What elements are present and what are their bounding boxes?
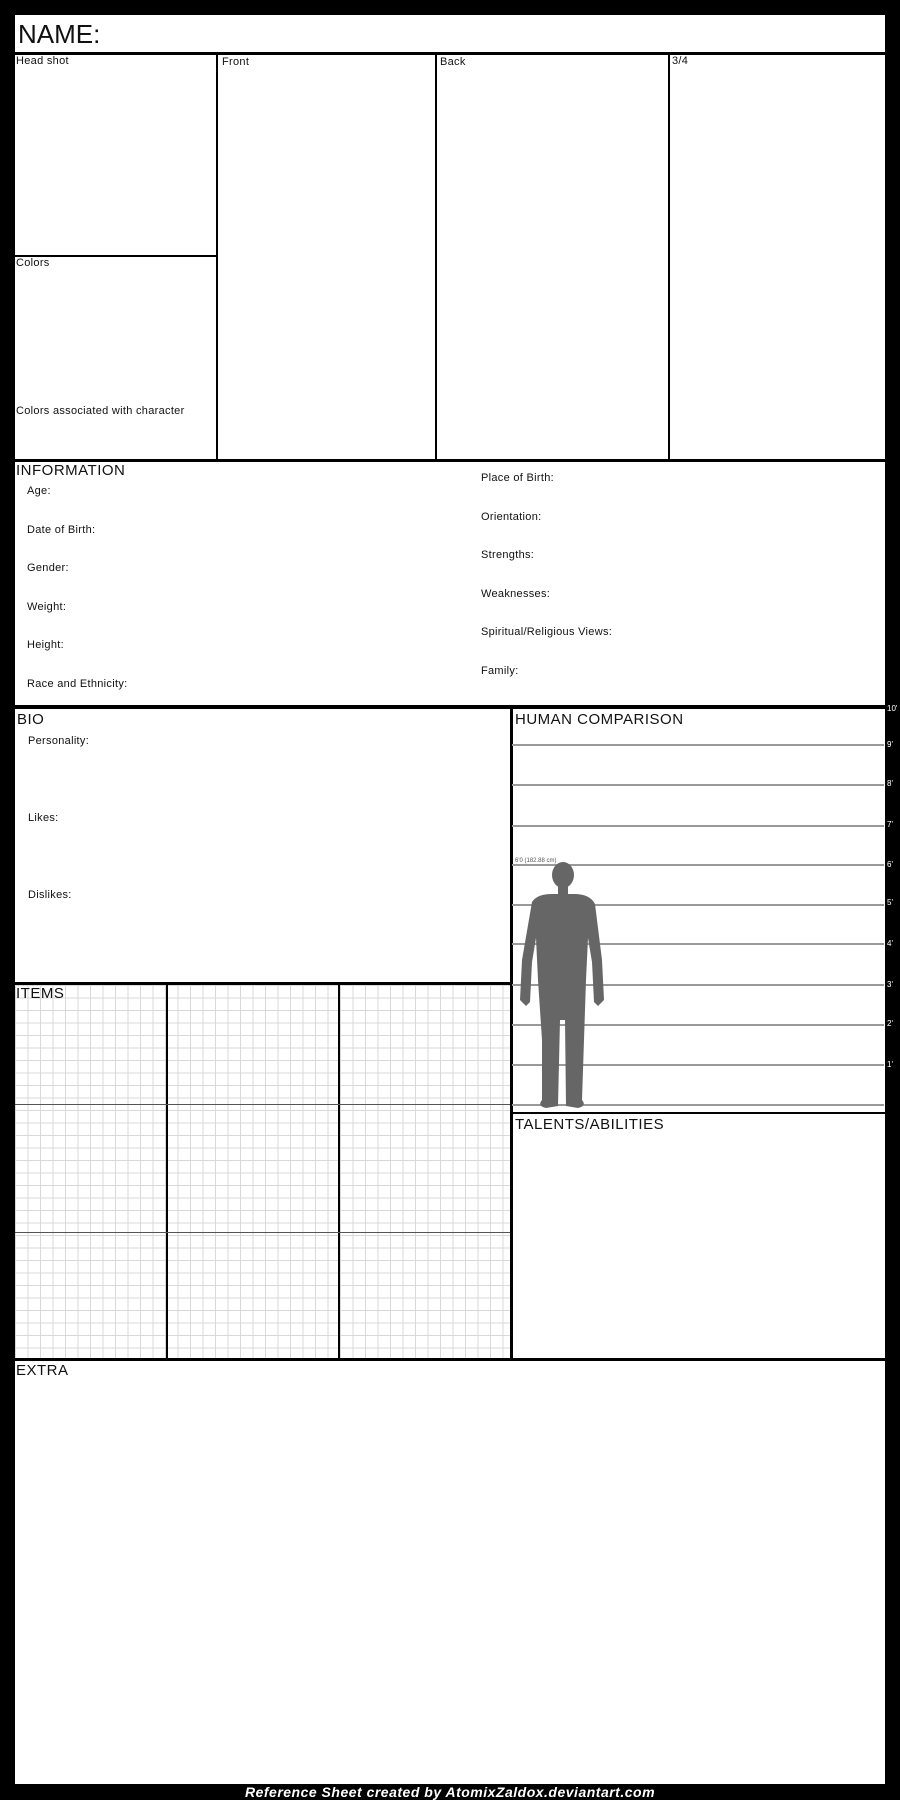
footer-credit: Reference Sheet created by AtomixZaldox.deviantart.com: [244, 1784, 656, 1800]
talents-title: TALENTS/ABILITIES: [515, 1116, 665, 1133]
front-label: Front: [222, 56, 250, 68]
info-field: Age:: [27, 485, 51, 497]
colors-label: Colors: [16, 257, 50, 269]
items-panel: [15, 985, 510, 1358]
info-field: Family:: [481, 665, 519, 677]
human-silhouette-icon: [512, 860, 612, 1110]
bio-field: Likes:: [28, 812, 59, 824]
scale-label: 2': [887, 1019, 893, 1028]
three-quarter-label: 3/4: [672, 55, 689, 67]
divider: [15, 1232, 510, 1233]
scale-label: 9': [887, 740, 893, 749]
bio-field: Dislikes:: [28, 889, 72, 901]
scale-line: [512, 825, 884, 827]
bio-title: BIO: [17, 711, 45, 728]
info-field: Spiritual/Religious Views:: [481, 626, 613, 638]
name-label: NAME:: [18, 19, 101, 49]
scale-label: 5': [887, 898, 893, 907]
items-title: ITEMS: [16, 985, 65, 1002]
scale-label: 3': [887, 980, 893, 989]
scale-line: [512, 784, 884, 786]
info-field: Date of Birth:: [27, 524, 96, 536]
info-field: Weaknesses:: [481, 588, 551, 600]
back-label: Back: [440, 56, 466, 68]
info-field: Weight:: [27, 601, 67, 613]
info-field: Orientation:: [481, 511, 542, 523]
info-field: Strengths:: [481, 549, 535, 561]
info-field: Race and Ethnicity:: [27, 678, 128, 690]
divider: [216, 55, 218, 459]
extra-title: EXTRA: [16, 1362, 69, 1379]
bio-field: Personality:: [28, 735, 90, 747]
info-field: Height:: [27, 639, 64, 651]
info-field: Place of Birth:: [481, 472, 554, 484]
scale-label: 10': [887, 704, 898, 713]
divider: [668, 55, 670, 459]
scale-line: [512, 744, 884, 746]
talents-panel: [513, 1114, 885, 1358]
scale-label: 4': [887, 939, 893, 948]
divider: [166, 985, 168, 1358]
human-comparison-title: HUMAN COMPARISON: [515, 711, 684, 728]
colors-note: Colors associated with character: [16, 405, 185, 417]
extra-panel: [15, 1361, 885, 1784]
scale-label: 8': [887, 779, 893, 788]
information-title: INFORMATION: [16, 462, 126, 479]
scale-label: 7': [887, 820, 893, 829]
bio-panel: [15, 709, 510, 982]
name-bar: [15, 15, 885, 52]
info-field: Gender:: [27, 562, 69, 574]
divider: [338, 985, 340, 1358]
divider: [15, 1104, 510, 1105]
divider: [435, 55, 437, 459]
scale-label: 1': [887, 1060, 893, 1069]
information-panel: [15, 462, 885, 705]
views-panel: [15, 55, 885, 459]
figure-height-label: 6'0 (182.88 cm): [515, 858, 557, 864]
headshot-label: Head shot: [16, 55, 69, 67]
scale-label: 6': [887, 860, 893, 869]
